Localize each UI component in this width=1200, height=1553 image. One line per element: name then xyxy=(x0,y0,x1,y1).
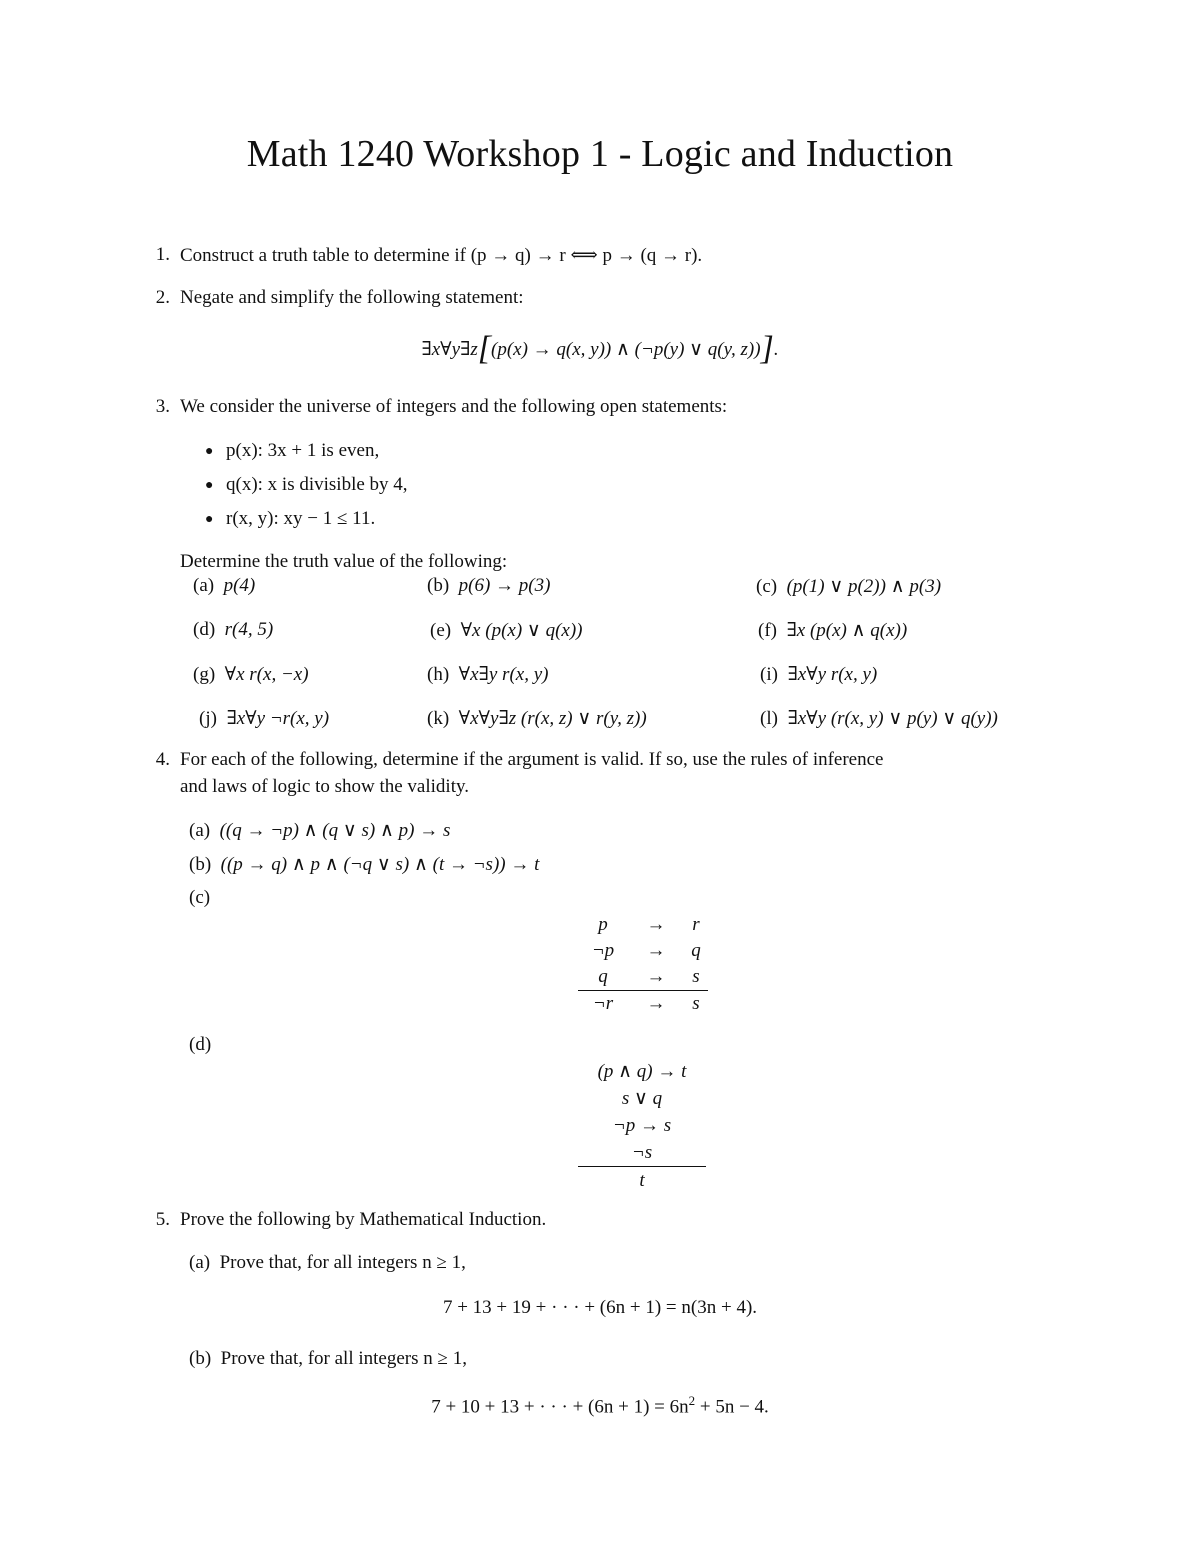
q3-part-l xyxy=(760,707,998,730)
part-expr: p(6) → p(3) xyxy=(458,575,551,596)
q2-formula-end: . xyxy=(773,339,779,360)
premise-row: ¬p → s xyxy=(612,1115,672,1136)
part-label: (i) xyxy=(760,664,778,685)
q3-bullet-1: p(x): 3x + 1 is even, xyxy=(226,440,380,461)
formula-rest: + 5n − 4. xyxy=(695,1396,769,1418)
q4-text-line1: For each of the following, determine if the argument is valid. If so, use the rules of inference xyxy=(180,749,884,770)
part-label: (l) xyxy=(760,708,778,729)
q2-bracket-close: ] xyxy=(760,330,774,367)
q5-formula-b xyxy=(0,1393,1200,1418)
q5-number: 5. xyxy=(155,1209,170,1230)
part-label: (k) xyxy=(427,708,450,729)
formula-main: 7 + 10 + 13 + · · · + (6n + 1) = 6n xyxy=(431,1396,689,1418)
part-label: (d) xyxy=(193,619,216,640)
part-label: (a) xyxy=(189,820,211,841)
q1-text: Construct a truth table to determine if (p → q) → r ⟺ p → (q → r). xyxy=(180,245,703,266)
part-label: (g) xyxy=(193,664,216,685)
part-label: (b) xyxy=(189,1348,212,1369)
q4-part-c-label: (c) xyxy=(189,887,211,908)
q5-text: Prove the following by Mathematical Induction. xyxy=(180,1209,547,1230)
part-expr: ∀x∀y∃z (r(x, z) ∨ r(y, z)) xyxy=(458,708,647,729)
part-label: (a) xyxy=(193,575,215,596)
part-expr: ∀x (p(x) ∨ q(x)) xyxy=(460,620,583,641)
part-expr: ((p → q) ∧ p ∧ (¬q ∨ s) ∧ (t → ¬s)) → t xyxy=(220,854,540,875)
q5-part-b xyxy=(189,1348,467,1370)
part-expr: ((q → ¬p) ∧ (q ∨ s) ∧ p) → s xyxy=(219,820,451,841)
part-expr: r(4, 5) xyxy=(224,619,274,640)
q1-number: 1. xyxy=(155,244,170,265)
premise-row: (p ∧ q) → t xyxy=(597,1061,687,1082)
part-expr: ∃x (p(x) ∧ q(x)) xyxy=(786,620,908,641)
bullet-dot-1: ● xyxy=(205,444,214,459)
q3-part-f xyxy=(758,619,907,642)
part-expr: ∃x∀y r(x, y) xyxy=(787,664,878,685)
q4-part-d-label: (d) xyxy=(189,1034,212,1055)
q3-number: 3. xyxy=(155,396,170,417)
part-expr: (p(1) ∨ p(2)) ∧ p(3) xyxy=(786,576,942,597)
q3-part-h xyxy=(427,663,548,686)
part-label: (e) xyxy=(430,620,452,641)
q2-text: Negate and simplify the following statement: xyxy=(180,287,524,308)
q5-part-a xyxy=(189,1252,466,1274)
q3-part-j xyxy=(199,707,329,730)
premise-row: ¬p → q xyxy=(591,940,701,961)
formula-exponent: 2 xyxy=(688,1393,696,1408)
q3-determine: Determine the truth value of the following: xyxy=(180,551,508,572)
q3-part-c xyxy=(756,575,941,598)
q5-formula-a: 7 + 13 + 19 + · · · + (6n + 1) = n(3n + 4). xyxy=(442,1297,758,1318)
q4-number: 4. xyxy=(155,749,170,770)
part-expr: ∀x r(x, −x) xyxy=(224,664,309,685)
bullet-dot-2: ● xyxy=(205,478,214,493)
part-expr: p(4) xyxy=(223,575,256,596)
q3-bullet-3: r(x, y): xy − 1 ≤ 11. xyxy=(226,508,376,529)
part-label: (b) xyxy=(189,854,212,875)
q2-formula-prefix: ∃x∀y∃z xyxy=(421,339,478,360)
part-label: (a) xyxy=(189,1252,211,1273)
q2-formula-body: (p(x) → q(x, y)) ∧ (¬p(y) ∨ q(y, z)) xyxy=(491,339,761,360)
q4-argument-c xyxy=(578,912,708,1017)
q3-part-k xyxy=(427,707,647,730)
q2-number: 2. xyxy=(155,287,170,308)
premise-row: ¬s xyxy=(631,1142,653,1163)
premise-row: s ∨ q xyxy=(621,1088,663,1109)
q3-part-i xyxy=(760,663,877,686)
part-label: (c) xyxy=(756,576,778,597)
conclusion-row: t xyxy=(639,1170,645,1191)
bullet-dot-3: ● xyxy=(205,512,214,527)
part-text: Prove that, for all integers n ≥ 1, xyxy=(219,1252,466,1273)
q4-text-line2: and laws of logic to show the validity. xyxy=(180,776,469,797)
q3-part-g xyxy=(193,663,309,686)
part-label: (j) xyxy=(199,708,217,729)
premise-row: q → s xyxy=(598,966,700,987)
part-text: Prove that, for all integers n ≥ 1, xyxy=(220,1348,467,1369)
q4-part-b xyxy=(189,853,539,876)
q3-part-e xyxy=(430,619,582,642)
q4-part-a xyxy=(189,819,450,842)
conclusion-row: ¬r → s xyxy=(592,993,700,1014)
q3-intro: We consider the universe of integers and the following open statements: xyxy=(180,396,728,417)
part-expr: ∀x∃y r(x, y) xyxy=(458,664,549,685)
q2-bracket-open: [ xyxy=(477,330,491,367)
q4-argument-d xyxy=(578,1058,706,1194)
q3-bullet-2: q(x): x is divisible by 4, xyxy=(226,474,408,495)
premise-row: p → r xyxy=(598,914,700,935)
q3-part-a xyxy=(193,575,255,597)
q2-formula xyxy=(0,330,1200,368)
part-expr: ∃x∀y (r(x, y) ∨ p(y) ∨ q(y)) xyxy=(787,708,998,729)
q3-part-d xyxy=(193,619,273,641)
q3-part-b xyxy=(427,575,550,597)
part-label: (h) xyxy=(427,664,450,685)
part-label: (b) xyxy=(427,575,450,596)
part-expr: ∃x∀y ¬r(x, y) xyxy=(226,708,330,729)
page-title: Math 1240 Workshop 1 - Logic and Induction xyxy=(246,133,954,175)
part-label: (f) xyxy=(758,620,777,641)
